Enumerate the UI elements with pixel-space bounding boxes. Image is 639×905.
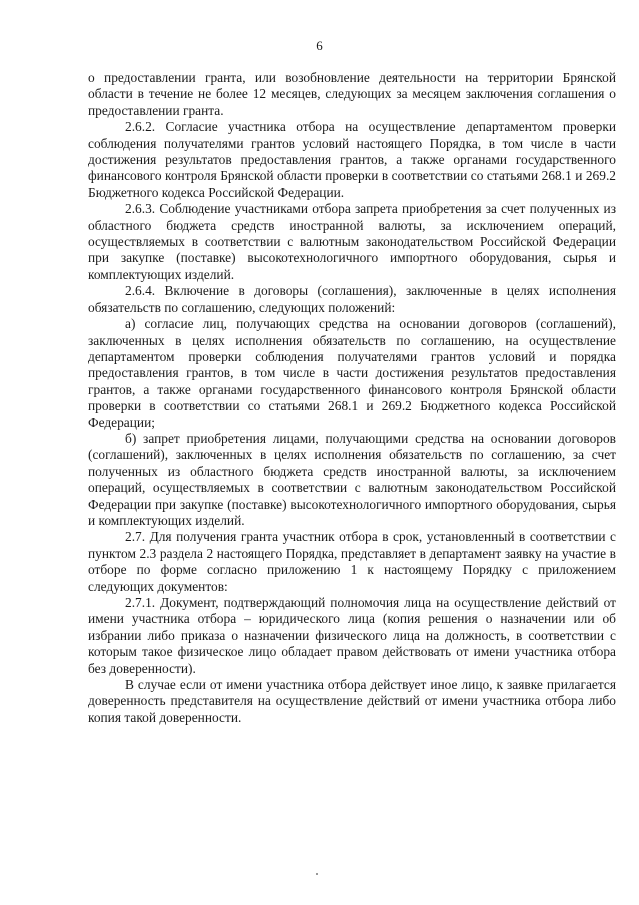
paragraph-2-6-4: 2.6.4. Включение в договоры (соглашения), заключенные в целях исполнения обязательств по соглашению, следующих положений: <box>88 283 616 315</box>
document-body <box>88 70 616 726</box>
paragraph-item-b: б) запрет приобретения лицами, получающими средства на основании договоров (соглашений), заключенных в целях исполнения обязательств по соглашению, за счет полученных из областного бюджета средств иностранной валюты, за исключением операций, осуществляемых в соответствии с валютным законодательством Российской Федерации при закупке (поставке) высокотехнологичного импортного оборудования, сырья и комплектующих изделий. <box>88 430 616 528</box>
paragraph-2-6-2: 2.6.2. Согласие участника отбора на осуществление департаментом проверки соблюдения получателями грантов условий настоящего Порядка, в том числе в части достижения результатов предоставления грантов, а также органами государственного финансового контроля Брянской области проверки в соответствии со статьями 268.1 и 269.2 Бюджетного кодекса Российской Федерации. <box>88 119 616 200</box>
paragraph-2-6-3: 2.6.3. Соблюдение участниками отбора запрета приобретения за счет полученных из областного бюджета средств иностранной валюты, за исключением операций, осуществляемых в соответствии с валютным законодательством Российской Федерации при закупке (поставке) высокотехнологичного импортного оборудования, сырья и комплектующих изделий. <box>88 201 616 282</box>
paragraph-grant-continuation: о предоставлении гранта, или возобновление деятельности на территории Брянской области в течение не более 12 месяцев, следующих за месяцем заключения соглашения о предоставлении гранта. <box>88 70 616 118</box>
scan-speck <box>316 873 318 875</box>
paragraph-2-7-1: 2.7.1. Документ, подтверждающий полномочия лица на осуществление действий от имени участника отбора – юридического лица (копия решения о назначении или об избрании либо приказа о назначении физического лица на должность, в соответствии с которым такое физическое лицо обладает правом действовать от имени участника отбора без доверенности). <box>88 595 616 676</box>
paragraph-2-7: 2.7. Для получения гранта участник отбора в срок, установленный в соответствии с пунктом 2.3 раздела 2 настоящего Порядка, представляет в департамент заявку на участие в отборе по форме согласно приложению 1 к настоящему Порядку с приложением следующих документов: <box>88 529 616 594</box>
paragraph-power-of-attorney: В случае если от имени участника отбора действует иное лицо, к заявке прилагается доверенность представителя на осуществление действий от имени участника отбора либо копия такой доверенности. <box>88 677 616 725</box>
paragraph-item-a: а) согласие лиц, получающих средства на основании договоров (соглашений), заключенных в целях исполнения обязательств по соглашению, на осуществление департаментом проверки соблюдения получателями грантов условий и порядка предоставления грантов, в том числе в части достижения результатов предоставления грантов, а также органами государственного финансового контроля Брянской области проверки в соответствии со статьями 268.1 и 269.2 Бюджетного кодекса Российской Федерации; <box>88 316 616 430</box>
page-number: 6 <box>316 38 323 53</box>
